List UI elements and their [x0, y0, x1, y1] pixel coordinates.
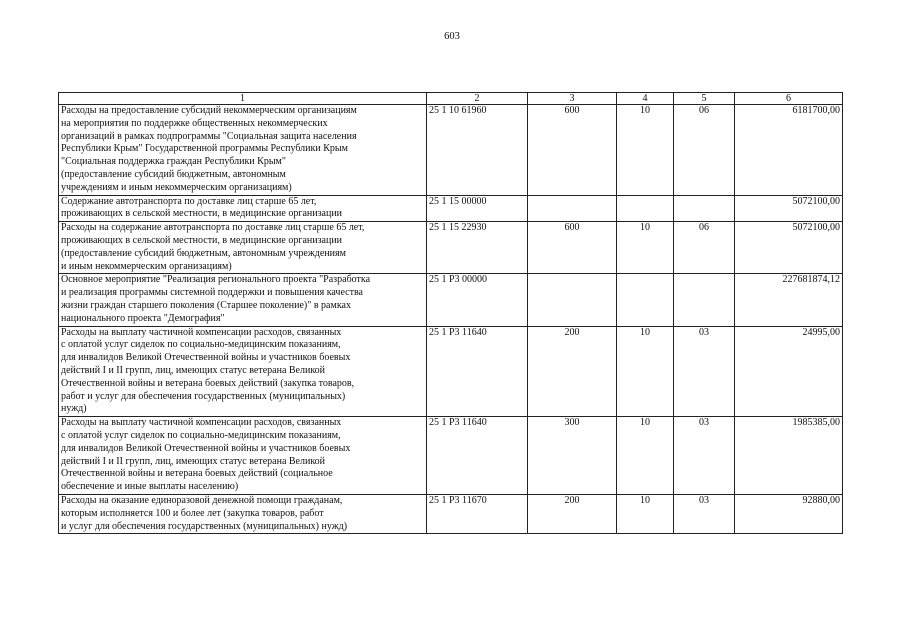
row-target-code: 25 1 P3 11670 [427, 494, 528, 533]
column-header-3: 3 [528, 93, 617, 105]
column-header-1: 1 [59, 93, 427, 105]
row-description: Расходы на оказание единоразовой денежной помощи гражданам, которым исполняется 100 и более лет (закупка товаров, работ и услуг для обеспечения государственных (муниципальных) нужд) [59, 494, 427, 533]
row-description: Расходы на выплату частичной компенсации расходов, связанных с оплатой услуг сиделок по социально-медицинским показаниям, для инвалидов Великой Отечественной войны и участников боевых действий I и II групп, лиц, имеющих статус ветерана Великой Отечественной войны и ветерана боевых действий (закупка товаров, работ и услуг для обеспечения государственных (муниципальных) нужд) [59, 326, 427, 417]
row-description: Основное мероприятие "Реализация регионального проекта "Разработка и реализация программы системной поддержки и повышения качества жизни граждан старшего поколения (Старшее поколение)" в рамках национального проекта "Демография" [59, 274, 427, 326]
row-amount: 5072100,00 [735, 195, 843, 222]
budget-table [58, 92, 843, 534]
row-section: 10 [617, 494, 674, 533]
column-header-4: 4 [617, 93, 674, 105]
row-target-code: 25 1 P3 00000 [427, 274, 528, 326]
row-amount: 24995,00 [735, 326, 843, 417]
page-number: 603 [444, 31, 460, 42]
row-description: Расходы на выплату частичной компенсации расходов, связанных с оплатой услуг сиделок по социально-медицинским показаниям, для инвалидов Великой Отечественной войны и участников боевых действий I и II групп, лиц, имеющих статус ветерана Великой Отечественной войны и ветерана боевых действий (социальное обеспечение и иные выплаты населению) [59, 417, 427, 495]
row-expense-type: 200 [528, 326, 617, 417]
row-subsection: 03 [674, 417, 735, 495]
table-row [59, 417, 843, 495]
row-amount: 92880,00 [735, 494, 843, 533]
row-expense-type: 600 [528, 222, 617, 274]
column-header-2: 2 [427, 93, 528, 105]
row-target-code: 25 1 10 61960 [427, 105, 528, 196]
row-target-code: 25 1 P3 11640 [427, 326, 528, 417]
row-subsection [674, 195, 735, 222]
row-target-code: 25 1 15 00000 [427, 195, 528, 222]
row-section [617, 195, 674, 222]
row-amount: 5072100,00 [735, 222, 843, 274]
table-row [59, 274, 843, 326]
row-subsection: 06 [674, 105, 735, 196]
row-amount: 1985385,00 [735, 417, 843, 495]
row-description: Расходы на предоставление субсидий некоммерческим организациям на мероприятия по поддержке общественных некоммерческих организаций в рамках подпрограммы "Социальная защита населения Республики Крым" Государственной программы Республики Крым "Социальная поддержка граждан Республики Крым" (предоставление субсидий бюджетным, автономным учреждениям и иным некоммерческим организациям) [59, 105, 427, 196]
row-expense-type: 600 [528, 105, 617, 196]
row-description: Содержание автотранспорта по доставке лиц старше 65 лет, проживающих в сельской местности, в медицинские организации [59, 195, 427, 222]
table-row [59, 105, 843, 196]
row-target-code: 25 1 P3 11640 [427, 417, 528, 495]
row-amount: 6181700,00 [735, 105, 843, 196]
row-target-code: 25 1 15 22930 [427, 222, 528, 274]
row-section [617, 274, 674, 326]
row-description: Расходы на содержание автотранспорта по доставке лиц старше 65 лет, проживающих в сельской местности, в медицинские организации (предоставление субсидий бюджетным, автономным учреждениям и иным некоммерческим организациям) [59, 222, 427, 274]
row-expense-type: 200 [528, 494, 617, 533]
row-subsection: 06 [674, 222, 735, 274]
row-expense-type [528, 274, 617, 326]
table-row [59, 494, 843, 533]
column-header-6: 6 [735, 93, 843, 105]
row-subsection [674, 274, 735, 326]
column-header-5: 5 [674, 93, 735, 105]
row-section: 10 [617, 105, 674, 196]
table-header-row [59, 93, 843, 105]
row-expense-type: 300 [528, 417, 617, 495]
row-section: 10 [617, 326, 674, 417]
row-expense-type [528, 195, 617, 222]
row-subsection: 03 [674, 326, 735, 417]
row-section: 10 [617, 222, 674, 274]
table-row [59, 222, 843, 274]
row-subsection: 03 [674, 494, 735, 533]
row-amount: 227681874,12 [735, 274, 843, 326]
table-row [59, 195, 843, 222]
row-section: 10 [617, 417, 674, 495]
table-row [59, 326, 843, 417]
